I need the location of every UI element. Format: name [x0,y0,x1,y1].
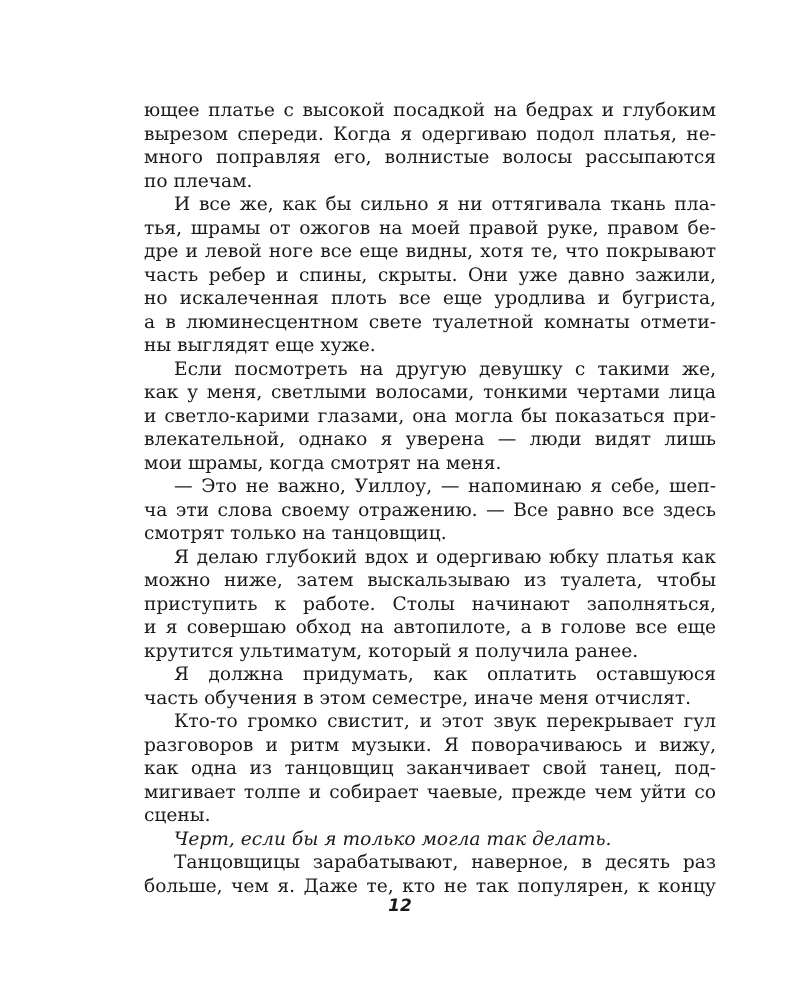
text-line: И все же, как бы сильно я ни оттягивала ткань пла- [174,194,716,215]
text-line: Кто-то громко свистит, и этот звук перекрывает гул [174,711,716,732]
text-line: Я должна придумать, как оплатить оставшуюся [174,664,716,685]
text-line: Если посмотреть на другую девушку с такими же, [174,358,716,380]
text-line: но искалеченная плоть все еще уродлива и бугриста, [144,288,716,309]
text-line: сцены. [144,805,211,826]
page-number: 12 [388,896,412,916]
text-line: тья, шрамы от ожогов на моей правой руке, правом бе- [144,217,716,239]
text-line: часть обучения в этом семестре, иначе меня отчислят. [144,687,692,709]
text-line: вырезом спереди. Когда я одергиваю подол платья, не- [144,123,716,145]
text-line: влекательной, однако я уверена — люди видят лишь [144,429,716,450]
text-line: ча эти слова своему отражению. — Все равно все здесь [144,499,716,521]
text-line: Я делаю глубокий вдох и одергиваю юбку платья как [174,546,716,568]
text-line: а в люминесцентном свете туалетной комнаты отмети- [144,311,716,333]
text-line: больше, чем я. Даже те, кто не так популярен, к концу [144,875,716,897]
text-line: как у меня, светлыми волосами, тонкими чертами лица [144,382,716,403]
text-line: — Это не важно, Уиллоу, — напоминаю я себе, шеп- [174,476,716,497]
body-text [144,99,716,898]
text-line: ны выглядят еще хуже. [144,335,376,356]
text-line: крутится ультиматум, который я получила ранее. [144,640,639,662]
text-line: смотрят только на танцовщиц. [144,523,447,544]
text-line: дре и левой ноге все еще видны, хотя те, что покрывают [144,241,716,262]
text-line: мигивает толпе и собирает чаевые, прежде чем уйти со [144,781,716,803]
text-line: и светло-карими глазами, она могла бы показаться при- [144,405,716,427]
text-line: часть ребер и спины, скрыты. Они уже давно зажили, [144,264,716,286]
text-line: разговоров и ритм музыки. Я поворачиваюсь и вижу, [144,734,716,756]
text-line: ющее платье с высокой посадкой на бедрах и глубоким [144,100,716,121]
text-line: Танцовщицы зарабатывают, наверное, в десять раз [174,852,716,873]
text-line: много поправляя его, волнистые волосы рассыпаются [144,147,716,168]
text-line: как одна из танцовщиц заканчивает свой танец, под- [144,758,716,779]
text-line: мои шрамы, когда смотрят на меня. [144,452,502,474]
text-line-italic: Черт, если бы я только могла так делать. [174,828,612,850]
text-line: и я совершаю обход на автопилоте, а в голове все еще [144,617,716,638]
text-line: приступить к работе. Столы начинают заполняться, [144,593,716,615]
text-line: по плечам. [144,170,253,192]
text-line: можно ниже, затем выскальзываю из туалета, чтобы [144,570,716,591]
